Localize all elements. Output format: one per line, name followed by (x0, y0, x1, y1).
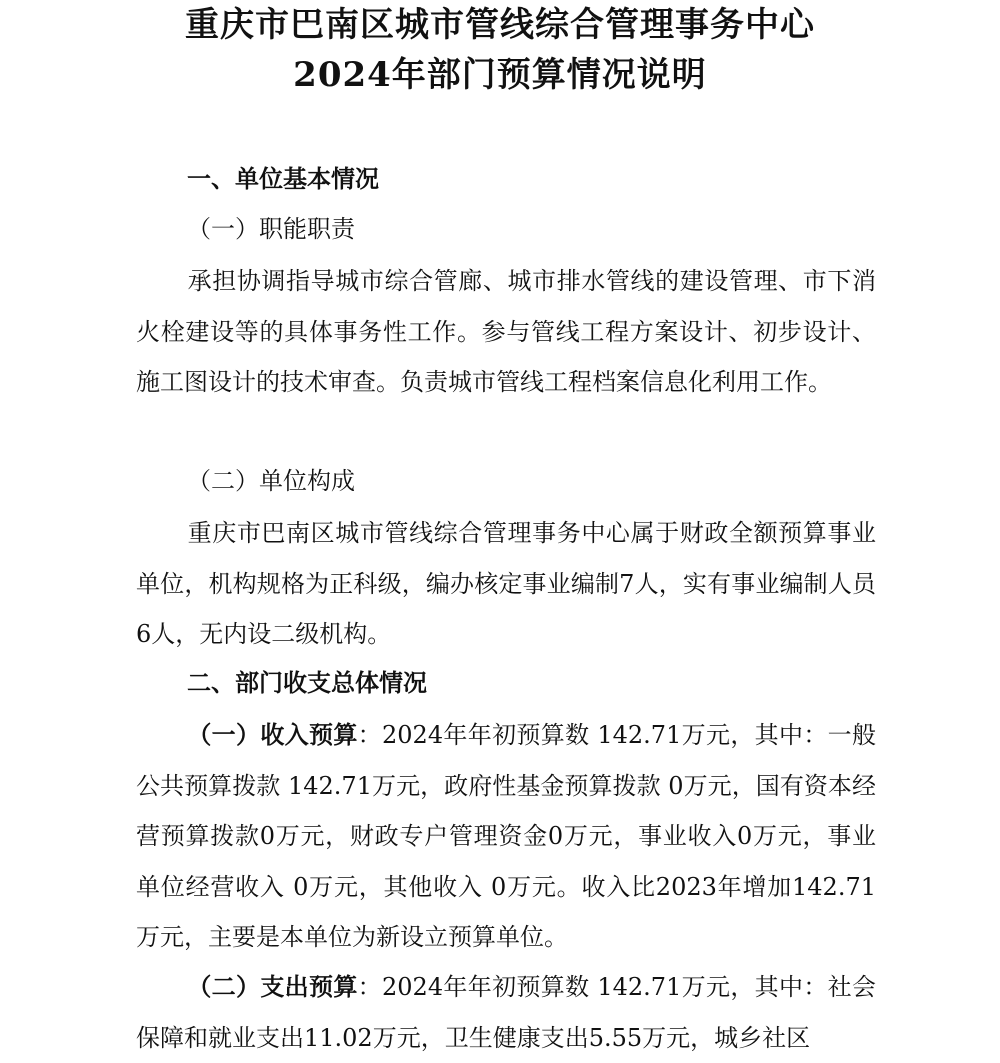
section2-heading: 二、部门收支总体情况 (187, 668, 427, 697)
income-text: ：2024年年初预算数 142.71万元，其中：一般公共预算拨款 142.71万元，政府性基金预算拨款 0万元，国有资本经营预算拨款0万元，财政专户管理资金0万元，事业收入0万元，事业单位经营收入 0万元，其他收入 0万元。收入比2023年增加142.71万元，主要是本单位为新设立预算单位。 (136, 721, 877, 951)
section1-sub1-heading: （一）职能职责 (187, 215, 355, 243)
expense-label: （二）支出预算 (187, 972, 358, 1001)
income-label: （一）收入预算 (187, 720, 358, 749)
section1-sub2-heading: （二）单位构成 (187, 467, 355, 495)
duties-text: 承担协调指导城市综合管廊、城市排水管线的建设管理、市下消火栓建设等的具体事务性工作。参与管线工程方案设计、初步设计、施工图设计的技术审查。负责城市管线工程档案信息化利用工作。 (136, 267, 876, 396)
composition-text: 重庆市巴南区城市管线综合管理事务中心属于财政全额预算事业单位，机构规格为正科级，编办核定事业编制7人，实有事业编制人员6人，无内设二级机构。 (136, 519, 876, 648)
composition-paragraph (136, 508, 876, 660)
section1-heading: 一、单位基本情况 (187, 164, 379, 193)
duties-paragraph (136, 256, 876, 408)
expense-text: ：2024年年初预算数 142.71万元，其中：社会保障和就业支出11.02万元，卫生健康支出5.55万元，城乡社区 (136, 973, 877, 1052)
income-paragraph (136, 710, 876, 963)
document-title-line1: 重庆市巴南区城市管线综合管理事务中心 (185, 5, 815, 45)
document-title-line2: 2024年部门预算情况说明 (293, 55, 707, 95)
expense-paragraph (136, 962, 876, 1063)
